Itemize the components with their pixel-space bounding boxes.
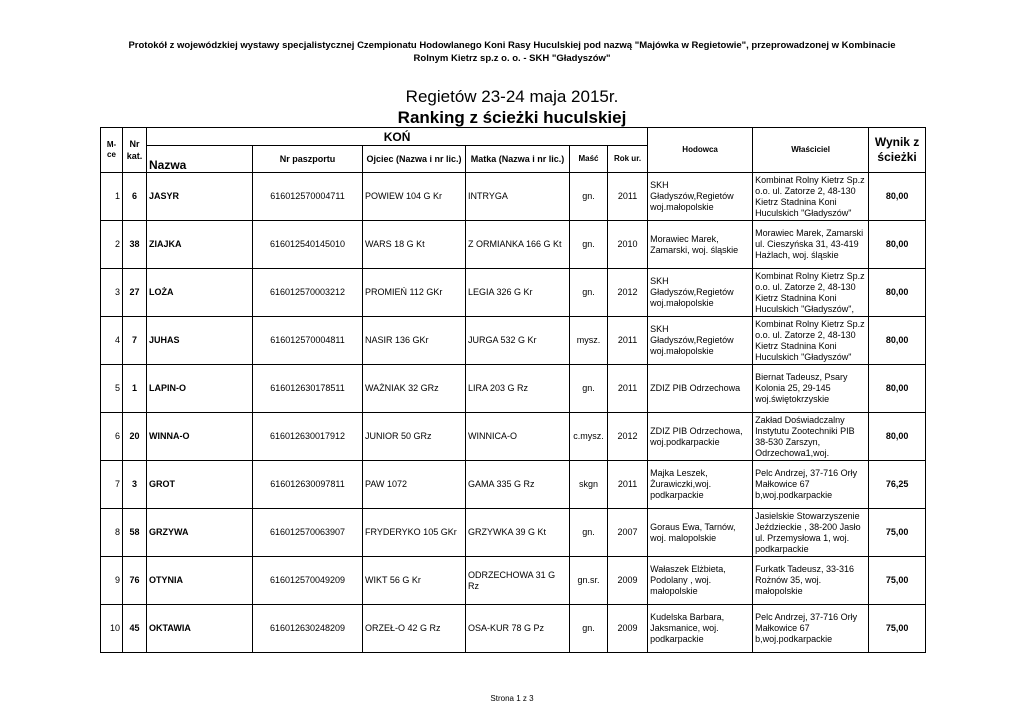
cell-mce: 5 [101,365,123,413]
cell-hodowca: Wałaszek Elżbieta, Podolany , woj. małopolskie [648,557,753,605]
cell-rok: 2010 [608,221,648,269]
cell-paszport: 616012570003212 [253,269,363,317]
header-masc: Maść [570,146,608,173]
table-row [101,365,926,413]
cell-hodowca: Majka Leszek, Żurawiczki,woj. podkarpackie [648,461,753,509]
cell-mce: 2 [101,221,123,269]
cell-mce: 3 [101,269,123,317]
cell-paszport: 616012630017912 [253,413,363,461]
header-matka: Matka (Nazwa i nr lic.) [466,146,570,173]
cell-nazwa: LOŻA [147,269,253,317]
cell-nr-kat: 45 [123,605,147,653]
cell-masc: c.mysz. [570,413,608,461]
header-line-1: Protokół z wojewódzkiej wystawy specjalistycznej Czempionatu Hodowlanego Koni Rasy Huculskiej pod nazwą "Majówka w Regietowie", przeprowadzonej w Kombinacie [128,40,896,51]
cell-hodowca: Morawiec Marek, Zamarski, woj. śląskie [648,221,753,269]
cell-nazwa: OTYNIA [147,557,253,605]
cell-hodowca: SKH Gładyszów,Regietów woj.małopolskie [648,317,753,365]
cell-wynik: 80,00 [869,413,926,461]
cell-nazwa: JASYR [147,173,253,221]
cell-wynik: 75,00 [869,509,926,557]
cell-rok: 2011 [608,173,648,221]
header-wynik: Wynik z ścieżki [869,128,926,173]
cell-wlasciciel: Pelc Andrzej, 37-716 Orły Małkowice 67 b,woj.podkarpackie [753,461,869,509]
cell-nazwa: WINNA-O [147,413,253,461]
cell-rok: 2011 [608,461,648,509]
table-row [101,509,926,557]
cell-wynik: 76,25 [869,461,926,509]
cell-nr-kat: 6 [123,173,147,221]
cell-masc: gn.sr. [570,557,608,605]
cell-nr-kat: 27 [123,269,147,317]
cell-paszport: 616012630248209 [253,605,363,653]
cell-paszport: 616012630097811 [253,461,363,509]
cell-masc: gn. [570,605,608,653]
cell-nr-kat: 3 [123,461,147,509]
cell-wynik: 80,00 [869,317,926,365]
table-row [101,173,926,221]
table-row [101,413,926,461]
cell-mce: 10 [101,605,123,653]
cell-wynik: 75,00 [869,605,926,653]
cell-hodowca: Goraus Ewa, Tarnów, woj. malopolskie [648,509,753,557]
header-line-2: Rolnym Kietrz sp.z o. o. - SKH "Gładyszów" [413,53,611,64]
cell-wlasciciel: Kombinat Rolny Kietrz Sp.z o.o. ul. Zatorze 2, 48-130 Kietrz Stadnina Koni Huculskich "Gładyszów", [753,269,869,317]
cell-nr-kat: 38 [123,221,147,269]
cell-masc: gn. [570,269,608,317]
place-date: Regietów 23-24 maja 2015r. [405,87,619,106]
cell-wlasciciel: Zakład Doświadczalny Instytutu Zootechniki PIB 38-530 Zarszyn, Odrzechowa1,woj. [753,413,869,461]
cell-masc: gn. [570,365,608,413]
cell-masc: gn. [570,509,608,557]
document-header [60,39,964,65]
cell-wynik: 80,00 [869,173,926,221]
cell-wynik: 75,00 [869,557,926,605]
cell-paszport: 616012570004811 [253,317,363,365]
cell-ojciec: PAW 1072 [363,461,466,509]
cell-mce: 7 [101,461,123,509]
cell-ojciec: WAŻNIAK 32 GRz [363,365,466,413]
cell-nazwa: LAPIN-O [147,365,253,413]
header-nazwa: Nazwa [147,146,253,173]
cell-nr-kat: 58 [123,509,147,557]
cell-matka: ODRZECHOWA 31 G Rz [466,557,570,605]
table-row [101,317,926,365]
cell-rok: 2012 [608,269,648,317]
cell-hodowca: ZDIZ PIB Odrzechowa, woj.podkarpackie [648,413,753,461]
cell-ojciec: WIKT 56 G Kr [363,557,466,605]
cell-mce: 4 [101,317,123,365]
cell-paszport: 616012540145010 [253,221,363,269]
cell-nr-kat: 1 [123,365,147,413]
cell-ojciec: PROMIEŃ 112 GKr [363,269,466,317]
table-row [101,605,926,653]
cell-ojciec: ORZEŁ-O 42 G Rz [363,605,466,653]
cell-matka: LEGIA 326 G Kr [466,269,570,317]
cell-nazwa: OKTAWIA [147,605,253,653]
cell-wlasciciel: Kombinat Rolny Kietrz Sp.z o.o. ul. Zatorze 2, 48-130 Kietrz Stadnina Koni Huculskich "Gładyszów" [753,317,869,365]
header-hodowca: Hodowca [648,128,753,173]
cell-wlasciciel: Kombinat Rolny Kietrz Sp.z o.o. ul. Zatorze 2, 48-130 Kietrz Stadnina Koni Huculskich "Gładyszów" [753,173,869,221]
ranking-table [100,127,926,653]
header-wlasciciel: Właściciel [753,128,869,173]
cell-nazwa: GROT [147,461,253,509]
cell-wlasciciel: Pelc Andrzej, 37-716 Orły Małkowice 67 b,woj.podkarpackie [753,605,869,653]
cell-mce: 6 [101,413,123,461]
cell-matka: OSA-KUR 78 G Pz [466,605,570,653]
cell-paszport: 616012570049209 [253,557,363,605]
cell-wlasciciel: Biernat Tadeusz, Psary Kolonia 25, 29-145 woj.świętokrzyskie [753,365,869,413]
cell-wlasciciel: Furkatk Tadeusz, 33-316 Rożnów 35, woj. małopolskie [753,557,869,605]
header-nr-kat: Nr kat. [123,128,147,173]
cell-matka: INTRYGA [466,173,570,221]
cell-matka: Z ORMIANKA 166 G Kt [466,221,570,269]
table-row [101,461,926,509]
cell-mce: 9 [101,557,123,605]
cell-ojciec: NASIR 136 GKr [363,317,466,365]
cell-rok: 2009 [608,557,648,605]
cell-nr-kat: 20 [123,413,147,461]
cell-wynik: 80,00 [869,269,926,317]
header-kon: KOŃ [147,128,648,146]
cell-rok: 2011 [608,365,648,413]
header-ojciec: Ojciec (Nazwa i nr lic.) [363,146,466,173]
table-row [101,269,926,317]
cell-matka: LIRA 203 G Rz [466,365,570,413]
cell-matka: GRZYWKA 39 G Kt [466,509,570,557]
cell-hodowca: Kudelska Barbara, Jaksmanice, woj. podkarpackie [648,605,753,653]
cell-mce: 8 [101,509,123,557]
cell-nazwa: ZIAJKA [147,221,253,269]
cell-nr-kat: 7 [123,317,147,365]
cell-wynik: 80,00 [869,221,926,269]
cell-masc: gn. [570,221,608,269]
cell-ojciec: JUNIOR 50 GRz [363,413,466,461]
cell-nazwa: GRZYWA [147,509,253,557]
header-rok: Rok ur. [608,146,648,173]
cell-rok: 2009 [608,605,648,653]
cell-matka: GAMA 335 G Rz [466,461,570,509]
cell-matka: WINNICA-O [466,413,570,461]
cell-paszport: 616012570004711 [253,173,363,221]
cell-wynik: 80,00 [869,365,926,413]
cell-nazwa: JUHAS [147,317,253,365]
header-mce: M-ce [101,128,123,173]
cell-wlasciciel: Jasielskie Stowarzyszenie Jeździeckie , 38-200 Jasło ul. Przemysłowa 1, woj. podkarpackie [753,509,869,557]
cell-paszport: 616012630178511 [253,365,363,413]
cell-nr-kat: 76 [123,557,147,605]
cell-rok: 2007 [608,509,648,557]
cell-masc: gn. [570,173,608,221]
cell-ojciec: FRYDERYKO 105 GKr [363,509,466,557]
table-row [101,557,926,605]
cell-mce: 1 [101,173,123,221]
table-row [101,221,926,269]
cell-masc: mysz. [570,317,608,365]
cell-matka: JURGA 532 G Kr [466,317,570,365]
cell-paszport: 616012570063907 [253,509,363,557]
page-footer: Strona 1 z 3 [490,694,534,703]
cell-wlasciciel: Morawiec Marek, Zamarski ul. Cieszyńska 31, 43-419 Hażlach, woj. śląskie [753,221,869,269]
cell-rok: 2011 [608,317,648,365]
cell-rok: 2012 [608,413,648,461]
cell-masc: skgn [570,461,608,509]
cell-hodowca: ZDIZ PIB Odrzechowa [648,365,753,413]
cell-ojciec: POWIEW 104 G Kr [363,173,466,221]
header-paszport: Nr paszportu [253,146,363,173]
cell-hodowca: SKH Gładyszów,Regietów woj.małopolskie [648,269,753,317]
ranking-title: Ranking z ścieżki huculskiej [397,108,627,127]
cell-hodowca: SKH Gładyszów,Regietów woj.małopolskie [648,173,753,221]
cell-ojciec: WARS 18 G Kt [363,221,466,269]
